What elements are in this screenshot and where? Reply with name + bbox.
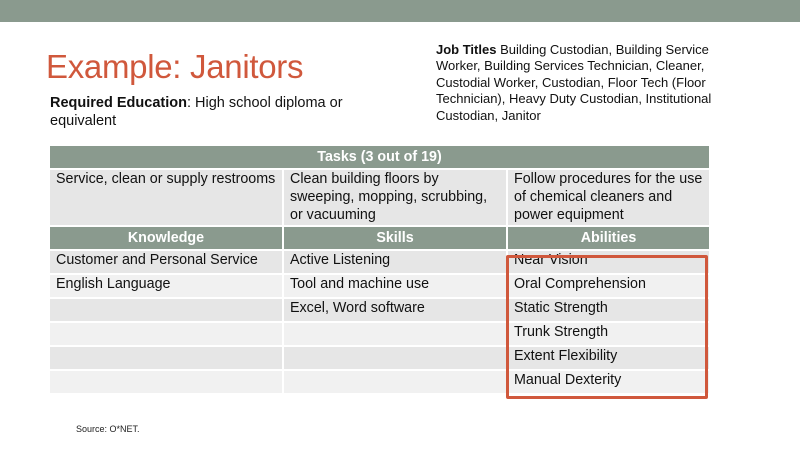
- table-row: [50, 322, 710, 346]
- abilities-cell: Extent Flexibility: [507, 346, 710, 370]
- skills-cell: [283, 322, 507, 346]
- knowledge-cell: [50, 370, 283, 394]
- table-row: [50, 370, 710, 394]
- knowledge-cell: [50, 298, 283, 322]
- skills-cell: Tool and machine use: [283, 274, 507, 298]
- abilities-header: Abilities: [507, 226, 710, 250]
- education-label: Required Education: [50, 95, 187, 111]
- table-row: [50, 274, 710, 298]
- knowledge-cell: Customer and Personal Service: [50, 250, 283, 274]
- education-text: : High school diploma or equivalent: [50, 95, 343, 129]
- abilities-cell: Trunk Strength: [507, 322, 710, 346]
- top-banner: [0, 0, 800, 22]
- skills-cell: Active Listening: [283, 250, 507, 274]
- table-row: [50, 298, 710, 322]
- skills-cell: [283, 370, 507, 394]
- slide-title: Example: Janitors: [46, 48, 304, 85]
- knowledge-header: Knowledge: [50, 226, 283, 250]
- job-titles-label: Job Titles: [436, 42, 497, 57]
- skills-cell: Excel, Word software: [283, 298, 507, 322]
- abilities-cell: Near Vision: [507, 250, 710, 274]
- knowledge-cell: English Language: [50, 274, 283, 298]
- abilities-cell: Static Strength: [507, 298, 710, 322]
- task-cell: Follow procedures for the use of chemical cleaners and power equipment: [507, 169, 710, 226]
- job-titles-text: Building Custodian, Building Service Worker, Building Services Technician, Cleaner, Custodial Worker, Custodian, Floor Tech (Floor Technician), Heavy Duty Custodian, Institutional Custodian, Janitor: [436, 42, 712, 123]
- source-note: Source: O*NET.: [76, 424, 140, 434]
- tasks-row: [50, 169, 710, 226]
- knowledge-cell: [50, 322, 283, 346]
- abilities-cell: Manual Dexterity: [507, 370, 710, 394]
- abilities-cell: Oral Comprehension: [507, 274, 710, 298]
- table-row: [50, 250, 710, 274]
- task-cell: Service, clean or supply restrooms: [50, 169, 283, 226]
- table-row: [50, 346, 710, 370]
- tasks-header: Tasks (3 out of 19): [50, 146, 710, 169]
- required-education: [50, 94, 380, 130]
- skills-cell: [283, 346, 507, 370]
- skills-header: Skills: [283, 226, 507, 250]
- knowledge-cell: [50, 346, 283, 370]
- occupation-table: [50, 146, 711, 395]
- job-titles: [436, 42, 736, 124]
- task-cell: Clean building floors by sweeping, mopping, scrubbing, or vacuuming: [283, 169, 507, 226]
